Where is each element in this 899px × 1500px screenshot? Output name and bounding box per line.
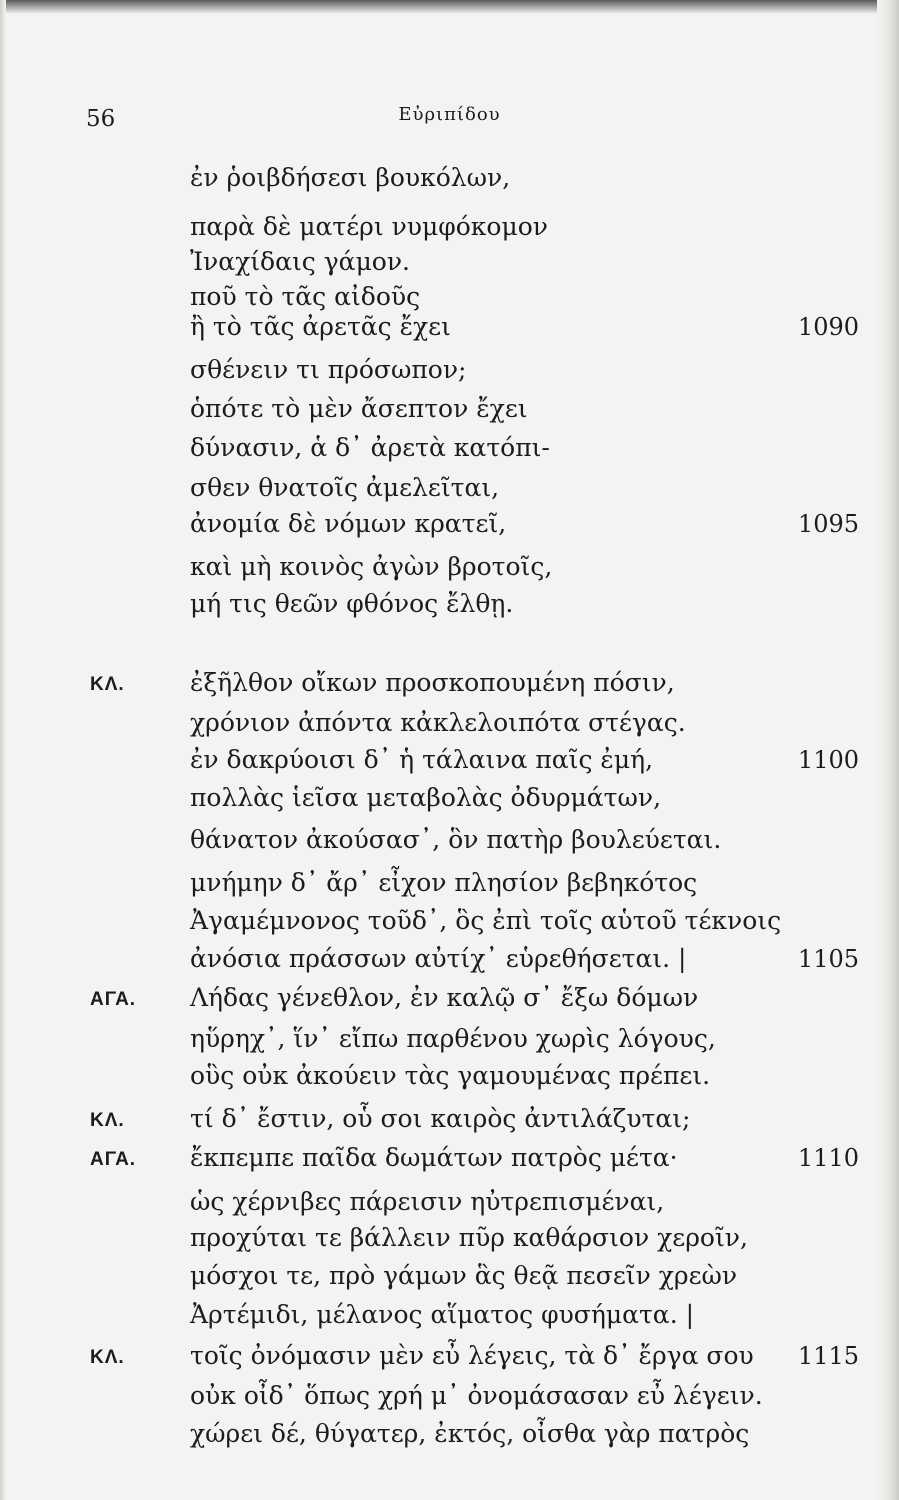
verse-line [0,1140,899,1176]
verse-text: μόσχοι τε, πρὸ γάμων ἃς θεᾷ πεσεῖν χρεὼν [190,1261,738,1290]
verse-line [0,705,899,741]
verse-line [0,1021,899,1057]
page-number: 56 [86,106,116,132]
verse-text: Ἰναχίδαις γάμον. [190,247,411,276]
verse-text: ὁπότε τὸ μὲν ἄσεπτον ἔχει [190,394,528,423]
verse-line [0,549,899,585]
line-number: 1090 [797,313,859,341]
verse-text: ἐξῆλθον οἴκων προσκοπουμένη πόσιν, [190,668,675,697]
speaker-label: ΑΓΑ. [90,989,137,1010]
verse-line [0,665,899,701]
verse-line [0,1058,899,1094]
verse-text: Ἀγαμέμνονος τοῦδ᾿, ὃς ἐπὶ τοῖς αὑτοῦ τέκνοις [190,906,782,935]
speaker-label: ΑΓΑ. [90,1149,137,1170]
verse-text: χώρει δέ, θύγατερ, ἐκτός, οἶσθα γὰρ πατρὸς [190,1419,750,1448]
verse-line [0,1220,899,1256]
verse-line [0,244,899,280]
speaker-label: ΚΛ. [90,1347,125,1368]
verse-line [0,941,899,977]
verse-line [0,352,899,388]
verse-text: τοῖς ὀνόμασιν μὲν εὖ λέγεις, τὰ δ᾿ ἔργα σου [190,1341,754,1370]
page-top-edge-shadow [0,0,899,14]
verse-line [0,1416,899,1452]
verse-line [0,1338,899,1374]
verse-text: ὡς χέρνιβες πάρεισιν ηὐτρεπισμέναι, [190,1187,665,1216]
verse-line [0,742,899,778]
verse-text: Λήδας γένεθλον, ἐν καλῷ σ᾿ ἔξω δόμων [190,983,699,1012]
verse-line [0,865,899,901]
verse-text: ηὕρηχ᾿, ἵν᾿ εἴπω παρθένου χωρὶς λόγους, [190,1024,716,1053]
verse-text: χρόνιον ἀπόντα κἀκλελοιπότα στέγας. [190,708,686,737]
verse-line [0,1258,899,1294]
verse-text: σθένειν τι πρόσωπον; [190,355,467,384]
verse-text: θάνατον ἀκούσασ᾿, ὃν πατὴρ βουλεύεται. [190,825,722,854]
line-number: 1110 [797,1144,859,1172]
verse-text: καὶ μὴ κοινὸς ἀγὼν βροτοῖς, [190,552,553,581]
speaker-label: ΚΛ. [90,1110,125,1131]
verse-line [0,980,899,1016]
verse-line [0,470,899,506]
verse-text: μή τις θεῶν φθόνος ἔλθῃ. [190,589,514,618]
verse-text: παρὰ δὲ ματέρι νυμφόκομον [190,212,548,241]
verse-line [0,391,899,427]
verse-line [0,780,899,816]
line-number: 1095 [797,510,859,538]
verse-text: μνήμην δ᾿ ἄρ᾿ εἶχον πλησίον βεβηκότος [190,868,698,897]
verse-text: ποῦ τὸ τᾶς αἰδοῦς [190,282,421,311]
line-number: 1115 [797,1342,859,1370]
verse-text: ἐν ῥοιβδήσεσι βουκόλων, [190,163,511,192]
verse-text: τί δ᾿ ἔστιν, οὗ σοι καιρὸς ἀντιλάζυται; [190,1104,691,1133]
running-head: Εὐριπίδου [398,104,501,125]
verse-line [0,309,899,345]
speaker-label: ΚΛ. [90,674,125,695]
verse-text: οὓς οὐκ ἀκούειν τὰς γαμουμένας πρέπει. [190,1061,711,1090]
verse-line [0,506,899,542]
verse-line [0,430,899,466]
line-number: 1100 [797,746,859,774]
verse-line [0,1184,899,1220]
line-number: 1105 [797,945,859,973]
verse-text: προχύται τε βάλλειν πῦρ καθάρσιον χεροῖν, [190,1223,748,1252]
verse-text: Ἀρτέμιδι, μέλανος αἵματος φυσήματα. | [190,1300,695,1329]
verse-line [0,586,899,622]
verse-line [0,1101,899,1137]
verse-text: ἔκπεμπε παῖδα δωμάτων πατρὸς μέτα· [190,1143,678,1172]
verse-text: ἀνόσια πράσσων αὐτίχ᾿ εὑρεθήσεται. | [190,944,687,973]
verse-line [0,822,899,858]
verse-text: ἀνομία δὲ νόμων κρατεῖ, [190,509,507,538]
verse-line [0,1378,899,1414]
verse-text: ἐν δακρύοισι δ᾿ ἡ τάλαινα παῖς ἐμή, [190,745,654,774]
verse-line [0,903,899,939]
verse-text: σθεν θνατοῖς ἀμελεῖται, [190,473,500,502]
verse-line [0,160,899,196]
verse-line [0,1297,899,1333]
verse-text: ἢ τὸ τᾶς ἀρετᾶς ἔχει [190,312,451,341]
verse-text: οὐκ οἶδ᾿ ὅπως χρή μ᾿ ὀνομάσασαν εὖ λέγειν. [190,1381,763,1410]
verse-text: πολλὰς ἱεῖσα μεταβολὰς ὀδυρμάτων, [190,783,662,812]
verse-text: δύνασιν, ἁ δ᾿ ἀρετὰ κατόπι- [190,433,550,462]
verse-line [0,209,899,245]
